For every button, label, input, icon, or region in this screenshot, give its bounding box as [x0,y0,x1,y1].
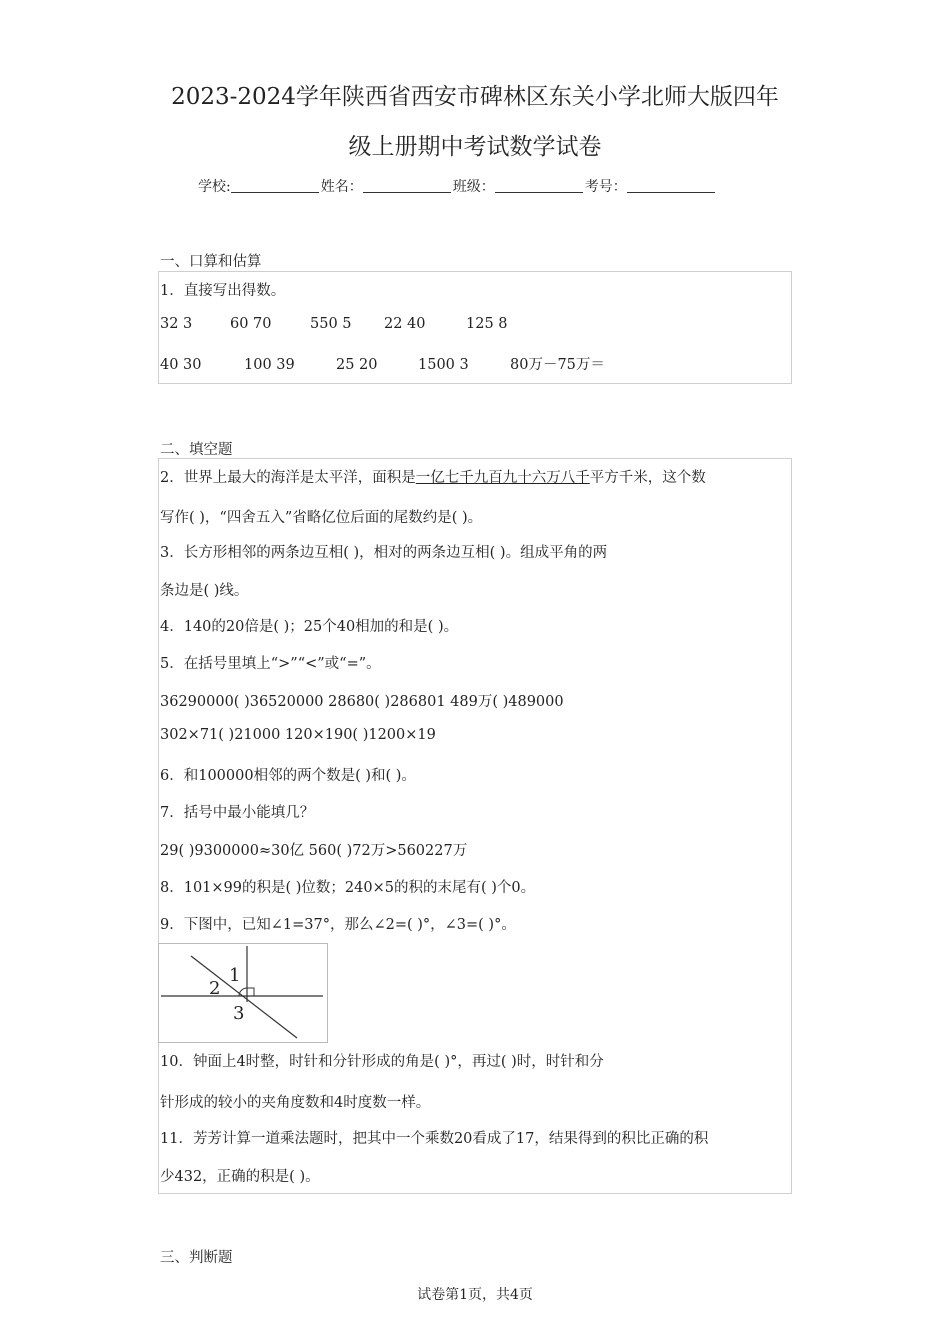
section-2-heading: 二、填空题 [160,442,233,458]
oral-item: 125 8 [466,316,508,332]
question-1: 1．直接写出得数。 [160,283,286,299]
question-2-line-2: 写作( )，“四舍五入”省略亿位后面的尾数约是( )。 [160,510,483,526]
oral-item: 80万－75万＝ [510,357,605,373]
angle-1-label: 1 [229,965,241,986]
page-footer: 试卷第1页，共4页 [417,1287,533,1303]
class-label: 班级： [452,179,495,195]
question-7-row: 29( )9300000≈30亿 560( )72万>560227万 [160,843,468,859]
school-field[interactable] [231,178,319,193]
class-field[interactable] [495,178,583,193]
title-line-1: 2023-2024学年陕西省西安市碑林区东关小学北师大版四年 [171,84,779,110]
title-line-2: 级上册期中考试数学试卷 [348,134,602,160]
question-5-row-2: 302×71( )21000 120×190( )1200×19 [160,727,436,743]
angle-diagram [159,944,327,1042]
oral-item: 550 5 [310,316,352,332]
section-3-heading: 三、判断题 [160,1250,233,1266]
oral-item: 25 20 [336,357,378,373]
question-3-line-2: 条边是( )线。 [160,583,249,599]
section-1-heading: 一、口算和估算 [160,254,262,270]
oral-item: 1500 3 [418,357,469,373]
name-label: 姓名： [320,179,363,195]
diagonal-line [191,956,297,1038]
question-9: 9．下图中，已知∠1=37°，那么∠2=( )°，∠3=( )°。 [160,917,516,933]
name-field[interactable] [363,178,451,193]
question-10-line-1: 10．钟面上4时整，时针和分针形成的角是( )°，再过( )时，时针和分 [160,1054,604,1070]
q2-text-post: 平方千米，这个数 [589,470,706,486]
oral-row-1 [160,316,508,332]
exam-no-field[interactable] [627,178,715,193]
question-6: 6．和100000相邻的两个数是( )和( )。 [160,768,416,784]
question-3-line-1: 3．长方形相邻的两条边互相( )，相对的两条边互相( )。组成平角的两 [160,545,608,561]
question-7: 7．括号中最小能填几？ [160,805,315,821]
section-2-box [158,458,792,1194]
q2-underlined-number: 一亿七千九百九十六万八千 [415,470,590,486]
question-8: 8．101×99的积是( )位数；240×5的积的末尾有( )个0。 [160,880,536,896]
oral-item: 32 3 [160,316,193,332]
angle-figure [158,943,328,1043]
oral-item: 22 40 [384,316,426,332]
oral-item: 40 30 [160,357,202,373]
question-2-line-1 [160,466,706,487]
question-10-line-2: 针形成的较小的夹角度数和4时度数一样。 [160,1095,431,1111]
question-11-line-1: 11．芳芳计算一道乘法题时，把其中一个乘数20看成了17，结果得到的积比正确的积 [160,1131,709,1147]
student-info-row [198,176,717,196]
exam-no-label: 考号： [584,179,627,195]
question-5: 5．在括号里填上“>”“<”或“=”。 [160,656,381,672]
question-11-line-2: 少432，正确的积是( )。 [160,1169,320,1185]
oral-row-2 [160,353,605,374]
angle-3-label: 3 [233,1003,245,1024]
right-angle-mark [247,988,254,996]
angle-2-label: 2 [209,978,221,999]
q2-text-pre: 2．世界上最大的海洋是太平洋，面积是 [160,470,416,486]
oral-item: 60 70 [230,316,272,332]
question-5-row-1: 36290000( )36520000 28680( )286801 489万( )489000 [160,694,564,710]
oral-item: 100 39 [244,357,295,373]
school-label: 学校: [198,179,231,195]
question-4: 4．140的20倍是( )；25个40相加的和是( )。 [160,619,459,635]
